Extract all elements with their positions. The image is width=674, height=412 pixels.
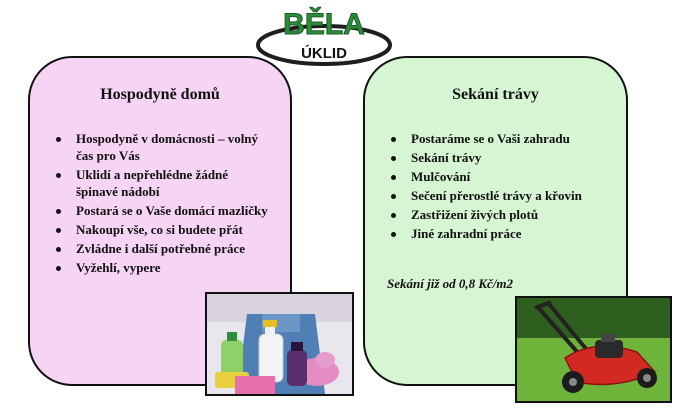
bullet-icon xyxy=(56,228,61,233)
list-item xyxy=(52,259,270,276)
logo-graphic xyxy=(254,4,394,66)
bullet-icon xyxy=(391,137,396,142)
list-item-text: Vyžehlí, vypere xyxy=(76,260,161,275)
bullet-icon xyxy=(56,247,61,252)
bullet-icon xyxy=(56,209,61,214)
cleaning-supplies-illustration xyxy=(207,294,352,394)
list-item xyxy=(387,130,617,147)
bullet-icon xyxy=(391,156,396,161)
list-item-text: Hospodyně v domácnosti – volný čas pro Vás xyxy=(76,131,259,163)
bullet-icon xyxy=(391,175,396,180)
list-item-text: Sečení přerostlé trávy a křovin xyxy=(411,188,582,203)
list-item-text: Uklidí a nepřehlédne žádné špinavé nádobí xyxy=(76,167,229,199)
bullet-icon xyxy=(391,213,396,218)
list-item-text: Jiné zahradní práce xyxy=(411,226,522,241)
logo-sub-text: ÚKLID xyxy=(301,45,347,62)
list-item-text: Postaráme se o Vaši zahradu xyxy=(411,131,570,146)
list-item xyxy=(52,202,270,219)
lawn-mower-photo xyxy=(515,296,672,403)
bullet-icon xyxy=(391,194,396,199)
list-item-text: Postará se o Vaše domácí mazlíčky xyxy=(76,203,268,218)
bullet-icon xyxy=(391,232,396,237)
lawn-mowing-list xyxy=(387,130,617,244)
housekeeping-list xyxy=(52,130,270,278)
list-item xyxy=(387,149,617,166)
list-item-text: Zastřižení živých plotů xyxy=(411,207,539,222)
list-item-text: Nakoupí vše, co si budete přát xyxy=(76,222,243,237)
list-item xyxy=(52,130,270,164)
logo-brand-text: BĚLA xyxy=(283,8,365,41)
list-item-text: Zvládne i další potřebné práce xyxy=(76,241,246,256)
cleaning-supplies-photo xyxy=(205,292,354,396)
list-item xyxy=(52,240,270,257)
list-item-text: Mulčování xyxy=(411,169,471,184)
list-item xyxy=(387,225,617,242)
list-item xyxy=(52,166,270,200)
bela-uklid-logo xyxy=(254,4,394,66)
list-item-text: Sekání trávy xyxy=(411,150,482,165)
housekeeping-title: Hospodyně domů xyxy=(100,86,220,103)
lawn-mowing-title: Sekání trávy xyxy=(452,86,539,103)
list-item xyxy=(387,168,617,185)
bullet-icon xyxy=(56,173,61,178)
bullet-icon xyxy=(56,137,61,142)
list-item xyxy=(387,206,617,223)
list-item xyxy=(52,221,270,238)
list-item xyxy=(387,187,617,204)
bullet-icon xyxy=(56,266,61,271)
lawn-mower-illustration xyxy=(517,298,670,401)
mowing-price-text: Sekání již od 0,8 Kč/m2 xyxy=(387,276,514,291)
